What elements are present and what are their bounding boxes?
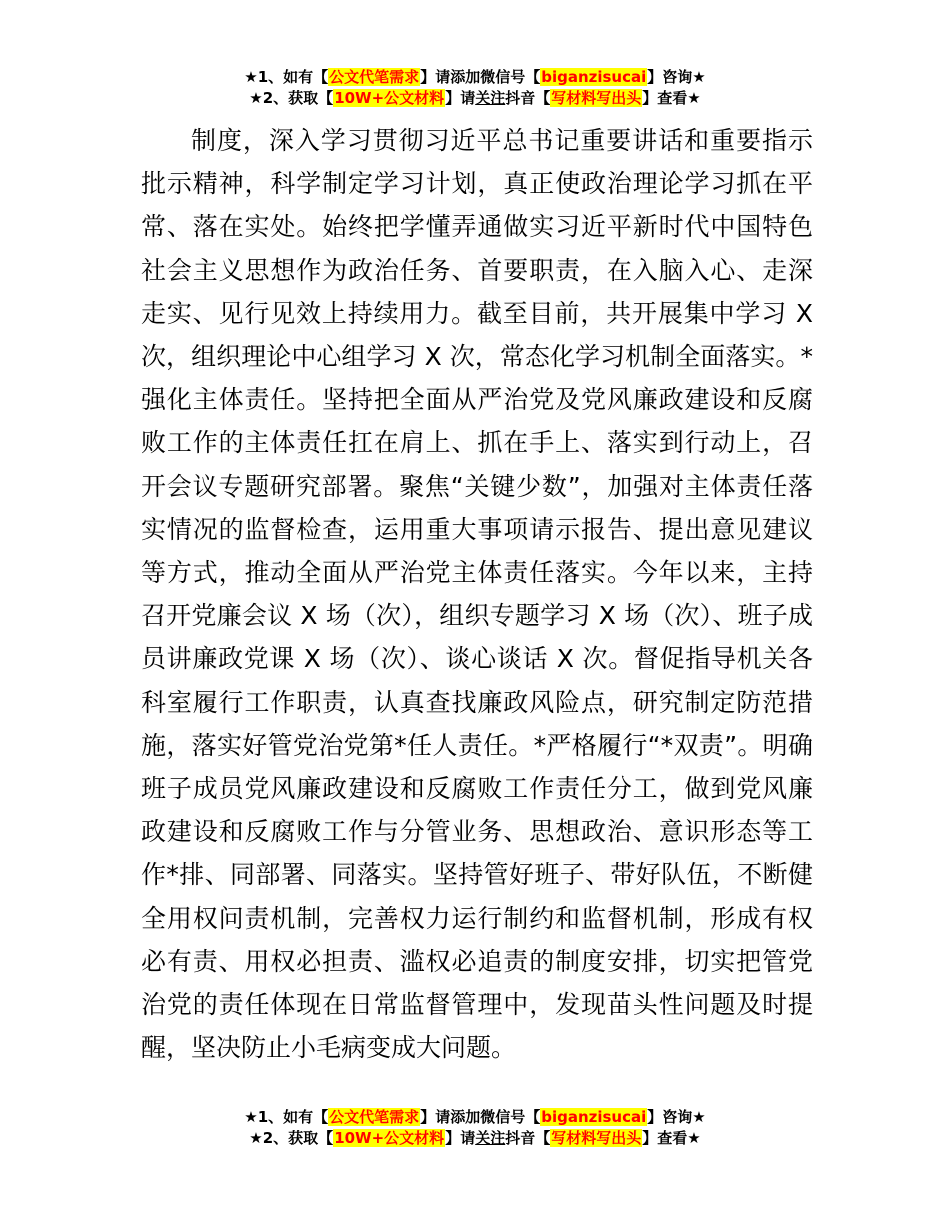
notice-text: 】咨询★: [647, 1108, 706, 1126]
notice-text: ★1、如有【: [244, 1108, 329, 1126]
header-notice: [0, 67, 950, 109]
highlight-wechat-id: biganzisucai: [541, 68, 647, 86]
notice-text: ★2、获取【: [249, 1129, 334, 1147]
underlined-follow: 关注: [475, 89, 506, 107]
highlight-materials: 10W+公文材料: [334, 1129, 445, 1147]
notice-text: 】请: [445, 1129, 476, 1147]
highlight-douyin-account: 写材料写出头: [551, 1129, 642, 1147]
highlight-douyin-account: 写材料写出头: [551, 89, 642, 107]
notice-text: 抖音【: [505, 89, 551, 107]
notice-text: 】请添加微信号【: [420, 68, 541, 86]
highlight-wechat-id: biganzisucai: [541, 1108, 647, 1126]
notice-text: 】咨询★: [647, 68, 706, 86]
notice-line-1: [0, 67, 950, 88]
notice-text: 抖音【: [505, 1129, 551, 1147]
notice-text: ★2、获取【: [249, 89, 334, 107]
notice-line-2: [0, 1128, 950, 1149]
notice-text: 】请: [445, 89, 476, 107]
highlight-service: 公文代笔需求: [329, 68, 420, 86]
notice-text: 】请添加微信号【: [420, 1108, 541, 1126]
notice-line-2: [0, 88, 950, 109]
document-body-paragraph: 制度，深入学习贯彻习近平总书记重要讲话和重要指示批示精神，科学制定学习计划，真正使政治理论学习抓在平常、落在实处。始终把学懂弄通做实习近平新时代中国特色社会主义思想作为政治任务、首要职责，在入脑入心、走深走实、见行见效上持续用力。截至目前，共开展集中学习 X 次，组织理论中心组学习 X 次，常态化学习机制全面落实。*强化主体责任。坚持把全面从严治党及党风廉政建设和反腐败工作的主体责任扛在肩上、抓在手上、落实到行动上，召开会议专题研究部署。聚焦“关键少数”，加强对主体责任落实情况的监督检查，运用重大事项请示报告、提出意见建议等方式，推动全面从严治党主体责任落实。今年以来，主持召开党廉会议 X 场（次），组织专题学习 X 场（次）、班子成员讲廉政党课 X 场（次）、谈心谈话 X 次。督促指导机关各科室履行工作职责，认真查找廉政风险点，研究制定防范措施，落实好管党治党第*任人责任。*严格履行“*双责”。明确班子成员党风廉政建设和反腐败工作责任分工，做到党风廉政建设和反腐败工作与分管业务、思想政治、意识形态等工作*排、同部署、同落实。坚持管好班子、带好队伍，不断健全用权问责机制，完善权力运行制约和监督机制，形成有权必有责、用权必担责、滥权必追责的制度安排，切实把管党治党的责任体现在日常监督管理中，发现苗头性问题及时提醒，坚决防止小毛病变成大问题。: [141, 126, 813, 1063]
highlight-service: 公文代笔需求: [329, 1108, 420, 1126]
underlined-follow: 关注: [475, 1129, 506, 1147]
footer-notice: [0, 1107, 950, 1149]
notice-text: 】查看★: [642, 89, 701, 107]
highlight-materials: 10W+公文材料: [334, 89, 445, 107]
notice-line-1: [0, 1107, 950, 1128]
notice-text: ★1、如有【: [244, 68, 329, 86]
notice-text: 】查看★: [642, 1129, 701, 1147]
